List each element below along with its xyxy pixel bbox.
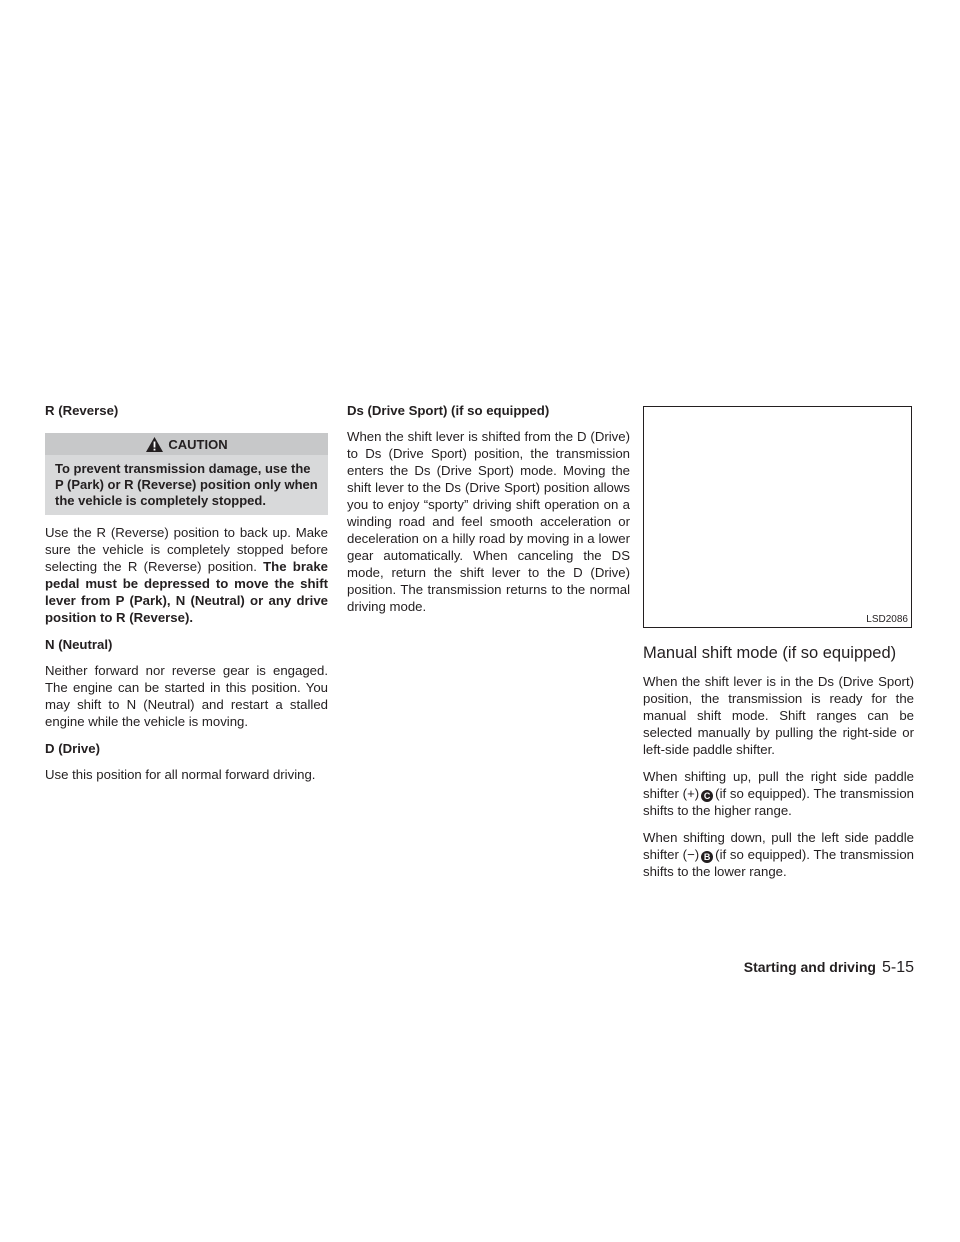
neutral-heading: N (Neutral) bbox=[45, 637, 113, 652]
warning-icon bbox=[145, 436, 164, 453]
manual-shift-heading: Manual shift mode (if so equipped) bbox=[643, 644, 897, 662]
drive-heading: D (Drive) bbox=[45, 741, 100, 756]
shift-down-paragraph bbox=[643, 829, 914, 880]
figure-code: LSD2086 bbox=[866, 614, 908, 625]
shift-up-text-a: When shifting up, pull the right side paddle shifter (+) bbox=[643, 769, 914, 801]
left-column bbox=[45, 402, 328, 793]
callout-c-icon: C bbox=[701, 790, 713, 802]
page-footer bbox=[744, 959, 914, 977]
middle-column bbox=[347, 402, 630, 625]
shift-down-text-a: When shifting down, pull the left side paddle shifter (−) bbox=[643, 830, 914, 862]
footer-section-title: Starting and driving bbox=[743, 959, 876, 975]
callout-b-icon: B bbox=[701, 851, 713, 863]
ds-text: When the shift lever is shifted from the D (Drive) to Ds (Drive Sport) position, the transmission enters the Ds (Drive Sport) mode. Moving the shift lever to the Ds (Drive Sport) position allows you to enjoy “sporty” driving shift operation on a winding road and feel smooth acceleration or deceleration on a hilly road by moving in a lower gear automatically. When canceling the DS mode, return the shift lever to the D (Drive) position. The transmission returns to the normal driving mode. bbox=[347, 429, 630, 614]
ds-heading: Ds (Drive Sport) (if so equipped) bbox=[347, 403, 550, 418]
page-number: 5-15 bbox=[881, 959, 914, 976]
manual-shift-text: When the shift lever is in the Ds (Drive Sport) position, the transmission is ready for the manual shift mode. Shift ranges can be selected manually by pulling the right-side or left-side paddle shifter. bbox=[643, 674, 914, 757]
caution-label: CAUTION bbox=[168, 436, 228, 452]
reverse-bold-text: The brake pedal must be depressed to move the shift lever from P (Park), N (Neutral) or any drive position to R (Reverse). bbox=[45, 559, 328, 625]
shift-up-paragraph bbox=[643, 768, 914, 819]
neutral-text: Neither forward nor reverse gear is engaged. The engine can be started in this position. You may shift to N (Neutral) and restart a stalled engine while the vehicle is moving. bbox=[45, 663, 328, 729]
reverse-heading: R (Reverse) bbox=[45, 403, 119, 418]
caution-text: To prevent transmission damage, use the P (Park) or R (Reverse) position only when the vehicle is completely stopped. bbox=[55, 461, 318, 508]
shift-up-text-b: (if so equipped). The transmission shifts to the higher range. bbox=[643, 786, 914, 818]
right-column bbox=[643, 402, 914, 890]
shift-down-text-b: (if so equipped). The transmission shifts to the lower range. bbox=[643, 847, 914, 879]
caution-box bbox=[45, 433, 328, 515]
reverse-text: Use the R (Reverse) position to back up. Make sure the vehicle is completely stopped before selecting the R (Reverse) position. bbox=[45, 525, 328, 574]
figure-frame bbox=[643, 406, 912, 628]
drive-text: Use this position for all normal forward driving. bbox=[45, 767, 316, 782]
caution-header bbox=[45, 433, 328, 455]
reverse-paragraph bbox=[45, 524, 328, 626]
